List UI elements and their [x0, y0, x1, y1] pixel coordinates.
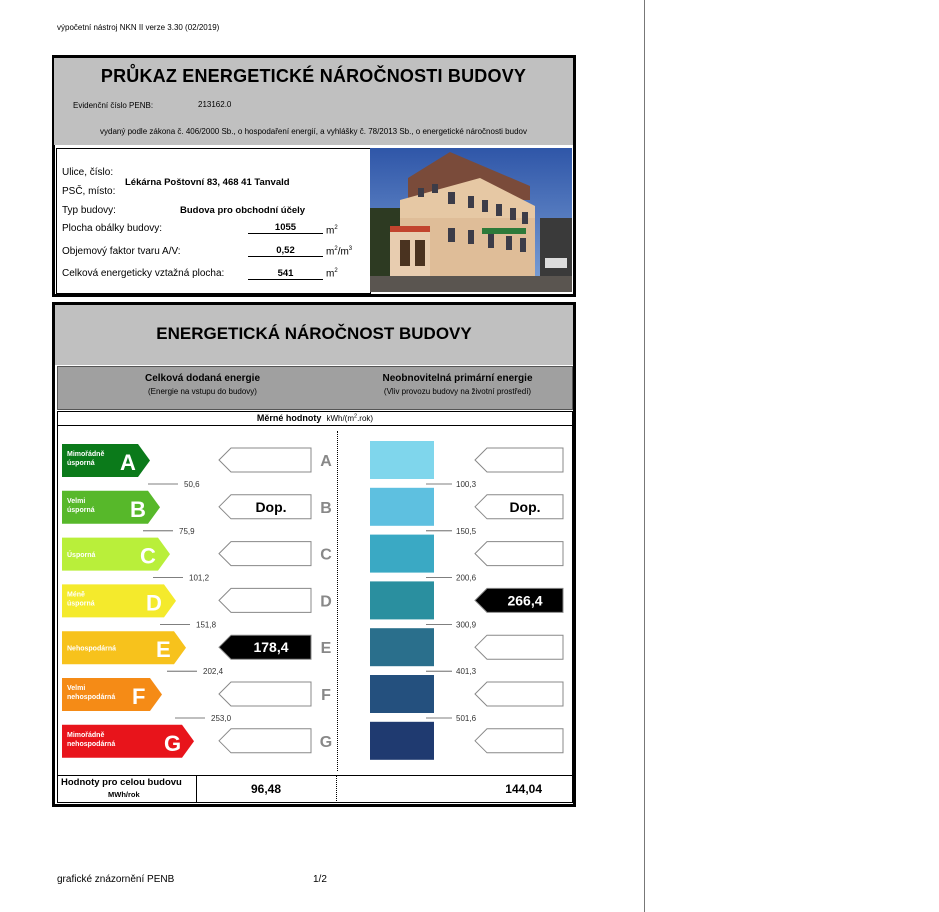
- left-marker-c: [219, 542, 311, 566]
- right-marker-c: [475, 542, 563, 566]
- type-value: Budova pro obchodní účely: [180, 205, 306, 216]
- right-marker-a: [475, 448, 563, 472]
- footer-divider: [336, 775, 337, 803]
- footer-label: Hodnoty pro celou budovu: [61, 777, 182, 788]
- page-title: PRŮKAZ ENERGETICKÉ NÁROČNOSTI BUDOVY: [100, 66, 527, 86]
- header-note: výpočetní nástroj NKN II verze 3.30 (02/2019): [57, 23, 220, 32]
- specific-values-label: Měrné hodnoty kWh/$(m^2.rok)$: [256, 413, 374, 423]
- right-threshold-value: 100,3: [456, 480, 477, 489]
- section-title: ENERGETICKÁ NÁROČNOST BUDOVY: [156, 324, 472, 343]
- class-letter-big-g: G: [164, 730, 182, 756]
- street-label: Ulice, číslo:: [62, 167, 114, 178]
- psc-label: PSČ, místo:: [62, 186, 116, 197]
- class-letter-c: C: [320, 546, 332, 564]
- left-threshold-value: 202,4: [203, 667, 224, 677]
- primary-energy-bar-f: [370, 675, 434, 713]
- primary-energy-bar-a: [370, 441, 434, 479]
- primary-energy-bar-g: [370, 722, 434, 760]
- right-threshold-value: 501,6: [456, 714, 477, 723]
- col-left-subtitle: (Energie na vstupu do budovy): [148, 387, 257, 396]
- class-letter-a: A: [320, 453, 332, 470]
- class-letter-big-e: E: [156, 637, 171, 663]
- class-name-a: úsporná: [67, 460, 95, 467]
- class-letter-big-b: B: [130, 496, 146, 522]
- primary-energy-bar-e: [370, 628, 434, 666]
- left-threshold-value: 50,6: [184, 480, 200, 489]
- class-letter-big-f: F: [132, 684, 146, 709]
- left-threshold-value: 151,8: [196, 620, 217, 630]
- type-label: Typ budovy:: [62, 205, 116, 216]
- page-number: 1/2: [313, 874, 327, 885]
- class-name-f: nehospodárná: [67, 694, 116, 701]
- right-threshold-value: 200,6: [456, 573, 477, 583]
- primary-energy-bar-d: [370, 581, 434, 619]
- left-threshold-value: 101,2: [189, 573, 210, 583]
- col-right-subtitle: (Vliv provozu budovy na životní prostředí): [383, 387, 532, 396]
- right-threshold-value: 150,5: [456, 526, 477, 536]
- footer-unit: MWh/rok: [108, 790, 140, 799]
- factor-label: Objemový faktor tvaru A/V:: [62, 246, 181, 257]
- footer-left-value: 96,48: [250, 782, 282, 796]
- area-label: Plocha obálky budovy:: [62, 223, 163, 234]
- ref-area-label: Celková energeticky vztažná plocha:: [62, 268, 225, 279]
- right-threshold-value: 401,3: [456, 667, 477, 677]
- factor-unit: $m^2/m^3$: [326, 246, 353, 258]
- right-marker-value: 266,4: [507, 592, 543, 609]
- left-threshold-value: 253,0: [211, 714, 232, 723]
- area-unit: $m^2$: [326, 225, 338, 237]
- class-letter-d: D: [320, 593, 332, 611]
- class-name-f: Velmi: [67, 685, 86, 692]
- class-name-e: Nehospodárná: [67, 645, 117, 653]
- right-marker-f: [475, 682, 563, 706]
- right-threshold-value: 300,9: [456, 620, 477, 630]
- left-marker-d: [219, 588, 311, 612]
- left-marker-a: [219, 448, 311, 472]
- evidence-label: Evidenční číslo PENB:: [73, 101, 154, 110]
- footer-right-value: 144,04: [505, 782, 542, 796]
- class-letter-big-a: A: [120, 450, 136, 475]
- primary-energy-bar-c: [370, 535, 434, 573]
- evidence-value: 213162.0: [198, 100, 232, 109]
- factor-value: 0,52: [248, 245, 323, 257]
- right-marker-g: [475, 729, 563, 753]
- class-name-b: Velmi: [67, 497, 86, 505]
- class-name-d: úsporná: [67, 600, 95, 608]
- left-marker-f: [219, 682, 311, 706]
- right-marker-e: [475, 635, 563, 659]
- primary-energy-bar-b: [370, 488, 434, 526]
- class-name-g: Mimořádně: [67, 731, 105, 739]
- class-name-d: Méně: [67, 591, 85, 599]
- col-left-title: Celková dodaná energie: [144, 373, 261, 384]
- class-name-c: Úsporná: [67, 552, 96, 560]
- class-letter-e: E: [320, 640, 332, 658]
- class-letter-b: B: [320, 499, 332, 517]
- class-letter-g: G: [319, 733, 333, 751]
- col-right-title: Neobnovitelná primární energie: [382, 373, 533, 384]
- left-marker-value: 178,4: [253, 639, 289, 656]
- class-name-a: Mimořádně: [67, 451, 105, 458]
- left-marker-g: [219, 729, 311, 753]
- area-value: 1055: [248, 222, 323, 234]
- class-letter-big-c: C: [140, 543, 156, 569]
- law-text: vydaný podle zákona č. 406/2000 Sb., o hospodaření energií, a vyhlášky č. 78/2013 Sb., o energetické náročnosti budov: [100, 127, 527, 136]
- right-marker-value: Dop.: [509, 498, 541, 515]
- address-value: Lékárna Poštovní 83, 468 41 Tanvald: [125, 177, 290, 188]
- left-marker-value: Dop.: [255, 498, 287, 515]
- ref-area-value: 541: [248, 268, 323, 280]
- class-letter-big-d: D: [146, 590, 162, 616]
- bottom-note: grafické znázornění PENB: [57, 874, 175, 885]
- class-name-g: nehospodárná: [67, 740, 116, 748]
- class-name-b: úsporná: [67, 506, 95, 514]
- left-threshold-value: 75,9: [179, 526, 195, 536]
- ref-area-unit: $m^2$: [326, 268, 338, 280]
- class-letter-f: F: [321, 687, 331, 704]
- footer-separator: [196, 775, 197, 803]
